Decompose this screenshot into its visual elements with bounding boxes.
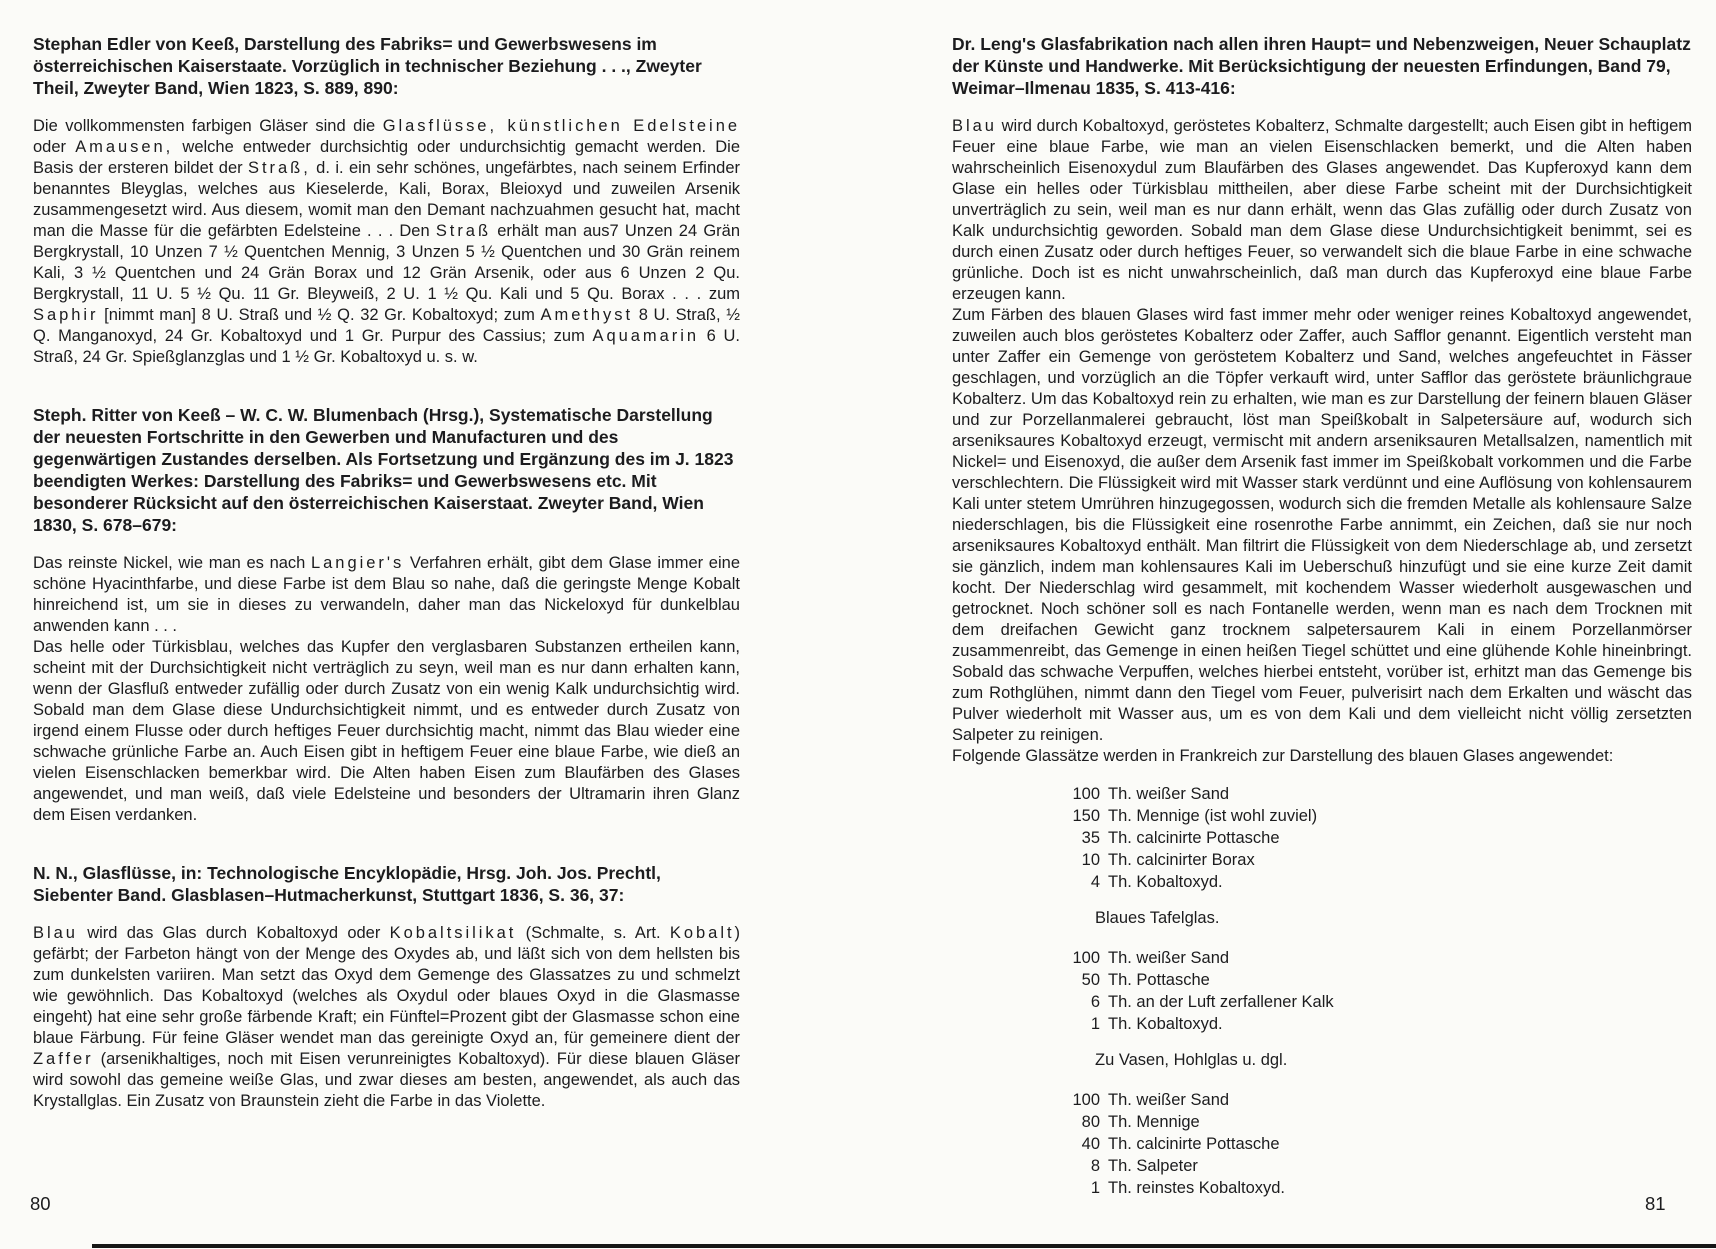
recipe-substance: Th. weißer Sand (1108, 949, 1230, 967)
recipe-amount: 1 (1090, 1179, 1100, 1197)
recipe-substance: Th. calcinirte Pottasche (1108, 1135, 1280, 1153)
recipe-amount: 50 (1081, 971, 1100, 989)
recipe-amount: 35 (1081, 829, 1100, 847)
body-paragraph (952, 116, 1692, 305)
recipe-amount: 100 (1072, 785, 1100, 803)
scan-edge-artifact (92, 1244, 1716, 1248)
recipe-amount: 40 (1081, 1135, 1100, 1153)
letterspaced-term: Straß (435, 222, 492, 240)
text-run: Das reinste Nickel, wie man es nach (33, 554, 312, 572)
recipe-amount: 100 (1072, 949, 1100, 967)
source-citation-heading: Steph. Ritter von Keeß – W. C. W. Blumenbach (Hrsg.), Systematische Darstellung der neuesten Fortschritte in den Gewerben und Manufacturen und des gegenwärtigen Zustandes derselben. Als Fortsetzung und Ergänzung des im J. 1823 beendigten Werkes: Darstellung des Fabriks= und Gewerbswesens etc. Mit besonderer Rücksicht auf den österreichischen Kaiserstaat. Zweyter Band, Wien 1830, S. 678–679: (33, 405, 734, 535)
text-run: 6 U. Straß, 24 Gr. Spießglanzglas und 1 ½ Gr. Kobaltoxyd u. s. w. (33, 327, 740, 366)
page-81 (952, 33, 1692, 1199)
recipe-amount: 8 (1090, 1157, 1100, 1175)
recipe-substance: Th. weißer Sand (1108, 785, 1230, 803)
recipe-substance: Th. Salpeter (1108, 1157, 1198, 1175)
recipe-substance: Th. reinstes Kobaltoxyd. (1108, 1179, 1286, 1197)
recipe-line (1062, 805, 1692, 827)
text-run: Verfahren erhält, gibt dem Glase immer eine schöne Hyacinthfarbe, und diese Farbe ist dem Blau so nahe, daß die geringste Menge Kobalt hinreichend ist, um sie in dieses zu verwandeln, daher man das Nickeloxyd für dunkelblau anwenden kann . . . (33, 554, 741, 635)
body-paragraph (952, 305, 1692, 746)
letterspaced-term: Blau (952, 117, 997, 135)
text-run: Die vollkommensten farbigen Gläser sind die (33, 117, 383, 135)
text-run: Folgende Glassätze werden in Frankreich zur Darstellung des blauen Glases angewendet: (952, 747, 1614, 765)
recipe-amount: 1 (1090, 1015, 1100, 1033)
recipe-substance: Th. an der Luft zerfallener Kalk (1108, 993, 1334, 1011)
text-run: wird das Glas durch Kobaltoxyd oder (77, 924, 390, 942)
recipe-substance: Th. calcinirter Borax (1108, 851, 1255, 869)
letterspaced-term: Straß, (248, 159, 311, 177)
recipe-substance: Th. calcinirte Pottasche (1108, 829, 1280, 847)
body-paragraph (33, 116, 740, 368)
text-run: welche entweder durchsichtig oder undurchsichtig gemacht werden. Die Basis der ersteren bildet der (33, 138, 740, 177)
recipe-line (1062, 969, 1692, 991)
glass-batch-recipe (1062, 783, 1692, 893)
text-run: Das helle oder Türkisblau, welches das Kupfer den verglasbaren Substanzen ertheilen kann, scheint mit der Durchsichtigkeit nicht verträglich zu seyn, weil man es nur dann erhalten kann, wenn der Glasfluß entweder zufällig oder durch Zusatz von ein wenig Kalk undurchsichtig wird. Sobald man dem Glase diese Undurchsichtigkeit nimmt, und es entweder durch Zusatz von irgend einem Flusse oder durch heftiges Feuer durchsichtig macht, nimmt das Blau wieder eine schwache grünliche Farbe an. Auch Eisen gibt in heftigem Feuer eine blaue Farbe, wie dieß an vielen Eisenschlacken bemerkbar wird. Die Alten haben Eisen zum Blaufärben des Glases angewendet, und man weiß, daß viele Edelsteine und besonders der Ultramarin ihren Glanz dem Eisen verdanken. (33, 638, 740, 824)
letterspaced-term: Aquamarin (592, 327, 700, 345)
recipe-amount: 150 (1072, 807, 1100, 825)
recipe-line (1062, 849, 1692, 871)
text-run: erhält man aus7 Unzen 24 Grän Bergkrystall, 10 Unzen 7 ½ Quentchen Mennig, 3 Unzen 5 ½ Quentchen und 30 Grän reinem Kali, 3 ½ Quentchen und 24 Grän Borax und 12 Grän Arsenik, oder aus 6 Unzen 2 Qu. Bergkrystall, 11 U. 5 ½ Qu. 11 Gr. Bleyweiß, 2 U. 1 ½ Qu. Kali und 5 Qu. Borax . . . zum (33, 222, 740, 303)
text-run: d. i. ein sehr schönes, ungefärbtes, nach seinem Erfinder benanntes Bleyglas, welches aus Kieselerde, Kali, Borax, Bleioxyd und zuweilen Arsenik zusammengesetzt wird. Aus diesem, womit man den Demant nachzuahmen gesucht hat, macht man die Masse für die gefärbten Edelsteine . . . Den (33, 159, 740, 240)
recipe-line (1062, 1133, 1692, 1155)
body-paragraph (33, 923, 740, 1112)
recipe-substance: Th. Kobaltoxyd. (1108, 1015, 1223, 1033)
recipe-line (1062, 1013, 1692, 1035)
letterspaced-term: Kobalt (669, 924, 735, 942)
text-run: [nimmt man] 8 U. Straß und ½ Q. 32 Gr. Kobaltoxyd; zum (98, 306, 541, 324)
recipe-line (1062, 1089, 1692, 1111)
text-run: wird durch Kobaltoxyd, geröstetes Kobalterz, Schmalte dargestellt; auch Eisen gibt in heftigem Feuer eine blaue Farbe, wie man an vielen Eisenschlacken bemerkt, und die Alten haben wahrscheinlich Eisenoxydul zum Blaufärben des Glases angewendet. Das Kupferoxyd kann dem Glase ein helles oder Türkisblau mittheilen, aber diese Farbe scheint mit der Durchsichtigkeit unverträglich zu sein, weil man es nur dann erhält, wenn das Glas zufällig oder durch Zusatz von Kalk undurchsichtig geworden. Sobald man dem Glase diese Undurchsichtigkeit benimmt, sei es durch einen Zusatz oder durch heftiges Feuer, so verwandelt sich die blaue Farbe in eine schwache grünliche. Doch ist es nicht unwahrscheinlich, daß man durch das Kupferoxyd eine blaue Farbe erzeugen kann. (952, 117, 1692, 303)
recipe-amount: 80 (1081, 1113, 1100, 1131)
letterspaced-term: Zaffer (33, 1050, 94, 1068)
recipe-substance: Th. Kobaltoxyd. (1108, 873, 1223, 891)
recipe-line (1062, 991, 1692, 1013)
recipe-line (1062, 1155, 1692, 1177)
recipe-amount: 4 (1090, 873, 1100, 891)
body-paragraph (952, 746, 1692, 767)
recipe-substance: Th. Mennige (ist wohl zuviel) (1108, 807, 1318, 825)
recipe-line (1062, 1177, 1692, 1199)
recipe-line (1062, 871, 1692, 893)
body-paragraph (33, 637, 740, 826)
recipe-caption: Zu Vasen, Hohlglas u. dgl. (1095, 1051, 1288, 1069)
letterspaced-term: Kobaltsilikat (389, 924, 517, 942)
letterspaced-term: Langier's (311, 554, 405, 572)
letterspaced-term: Saphir (33, 306, 99, 324)
recipe-line (1062, 947, 1692, 969)
text-run: Zum Färben des blauen Glases wird fast immer mehr oder weniger reines Kobaltoxyd angewendet, zuweilen auch blos geröstetes Kobalterz oder Zaffer, auch Safflor genannt. Eigentlich versteht man unter Zaffer ein Gemenge von geröstetem Kobalterz und Sand, welches angefeuchtet in Fässer geschlagen, und vorzüglich an die Töpfer verkauft wird, unter Safflor das geröstete bräunlichgraue Kobalterz. Um das Kobaltoxyd rein zu erhalten, wie man es zur Darstellung der feinern blauen Gläser und zur Porzellanmalerei gebraucht, löst man Speißkobalt in Salpetersäure auf, wodurch sich arseniksaures Kobaltoxyd erzeugt, vermischt mit andern arseniksauren Metallsalzen, namentlich mit Nickel= und Eisenoxyd, die außer dem Arsenik fast immer im Speißkobalt vorkommen und die Farbe verschlechtern. Die Flüssigkeit wird mit Wasser stark verdünnt und eine Auflösung von kohlensaurem Kali unter stetem Umrühren hinzugegossen, wodurch sich die fremden Metalle als kohlensaure Salze niederschlagen, bis die Flüssigkeit eine rosenrothe Farbe annimmt, ein Zeichen, daß sie nur noch arseniksaures Kobaltoxyd enthält. Man filtrirt die Flüssigkeit von dem Niederschlage ab, und zersetzt sie gänzlich, indem man kohlensaures Kali im Ueberschuß hinzufügt und sie eine kurze Zeit damit kocht. Der Niederschlag wird gesammelt, mit kochendem Wasser wiederholt ausgewaschen und getrocknet. Noch schöner soll es nach Fontanelle werden, wenn man es nach dem Trocknen mit dem dreifachen Gewicht ganz trocknem salpetersaurem Kali in einem Porzellanmörser zusammenreibt, das Gemenge in einen heißen Tiegel schüttet und eine glühende Kohle hineinbringt. Sobald das schwache Verpuffen, welches hierbei entsteht, vorüber ist, erhitzt man das Gemenge bis zum Rothglühen, nimmt dann den Tiegel vom Feuer, pulverisirt nach dem Erkalten und wäscht das Pulver wiederholt mit Wasser aus, um es von dem Kali und dem vielleicht nicht völlig zersetzten Salpeter zu reinigen. (952, 306, 1692, 744)
page-80 (33, 33, 740, 1112)
text-run: oder (33, 138, 76, 156)
glass-batch-recipe (1062, 947, 1692, 1035)
recipe-line (1062, 783, 1692, 805)
text-run: (Schmalte, s. Art. (516, 924, 670, 942)
letterspaced-term: Blau (33, 924, 78, 942)
recipe-caption: Blaues Tafelglas. (1095, 909, 1220, 927)
glass-batch-recipe (1062, 1089, 1692, 1199)
recipe-amount: 6 (1090, 993, 1100, 1011)
body-paragraph (33, 553, 740, 637)
source-citation-heading: Stephan Edler von Keeß, Darstellung des Fabriks= und Gewerbswesens im österreichischen Kaiserstaate. Vorzüglich in technischer Beziehung . . ., Zweyter Theil, Zweyter Band, Wien 1823, S. 889, 890: (33, 34, 702, 98)
letterspaced-term: Amausen, (75, 138, 174, 156)
recipe-line (1062, 827, 1692, 849)
recipe-amount: 100 (1072, 1091, 1100, 1109)
letterspaced-term: Glasflüsse, künstlichen Edelsteine (382, 117, 740, 135)
source-citation-heading: N. N., Glasflüsse, in: Technologische Encyklopädie, Hrsg. Joh. Jos. Prechtl, Siebenter Band. Glasblasen–Hutmacherkunst, Stuttgart 1836, S. 36, 37: (33, 863, 661, 905)
letterspaced-term: Amethyst (540, 306, 634, 324)
recipe-amount: 10 (1081, 851, 1100, 869)
recipe-substance: Th. Mennige (1108, 1113, 1200, 1131)
text-run: 8 U. Straß, ½ Q. Manganoxyd, 24 Gr. Kobaltoxyd und 1 Gr. Purpur des Cassius; zum (33, 306, 740, 345)
source-citation-heading: Dr. Leng's Glasfabrikation nach allen ihren Haupt= und Nebenzweigen, Neuer Schauplatz der Künste und Handwerke. Mit Berücksichtigung der neuesten Erfindungen, Band 79, Weimar–Ilmenau 1835, S. 413-416: (952, 34, 1691, 98)
text-run: ) gefärbt; der Farbeton hängt von der Menge des Oxydes ab, und läßt sich von dem hellsten bis zum dunkelsten variiren. Man setzt das Oxyd dem Gemenge des Glassatzes zu und schmelzt wie gewöhnlich. Das Kobaltoxyd (welches als Oxydul oder blaues Oxyd in die Glasmasse eingeht) hat eine sehr große färbende Kraft; ein Fünftel=Prozent gibt der Glasmasse schon eine blaue Färbung. Für feine Gläser wendet man das gereinigte Oxyd an, für gemeinere dient der (33, 924, 741, 1047)
recipe-line (1062, 1111, 1692, 1133)
recipe-substance: Th. weißer Sand (1108, 1091, 1230, 1109)
page-number-right: 81 (1645, 1193, 1666, 1214)
page-number-left: 80 (30, 1193, 51, 1214)
text-run: (arsenikhaltiges, noch mit Eisen verunreinigtes Kobaltoxyd). Für diese blauen Gläser wird sowohl das gemeine weiße Glas, und zwar dieses am besten, angewendet, als auch das Krystallglas. Ein Zusatz von Braunstein zieht die Farbe in das Violette. (33, 1050, 740, 1110)
recipe-substance: Th. Pottasche (1108, 971, 1210, 989)
